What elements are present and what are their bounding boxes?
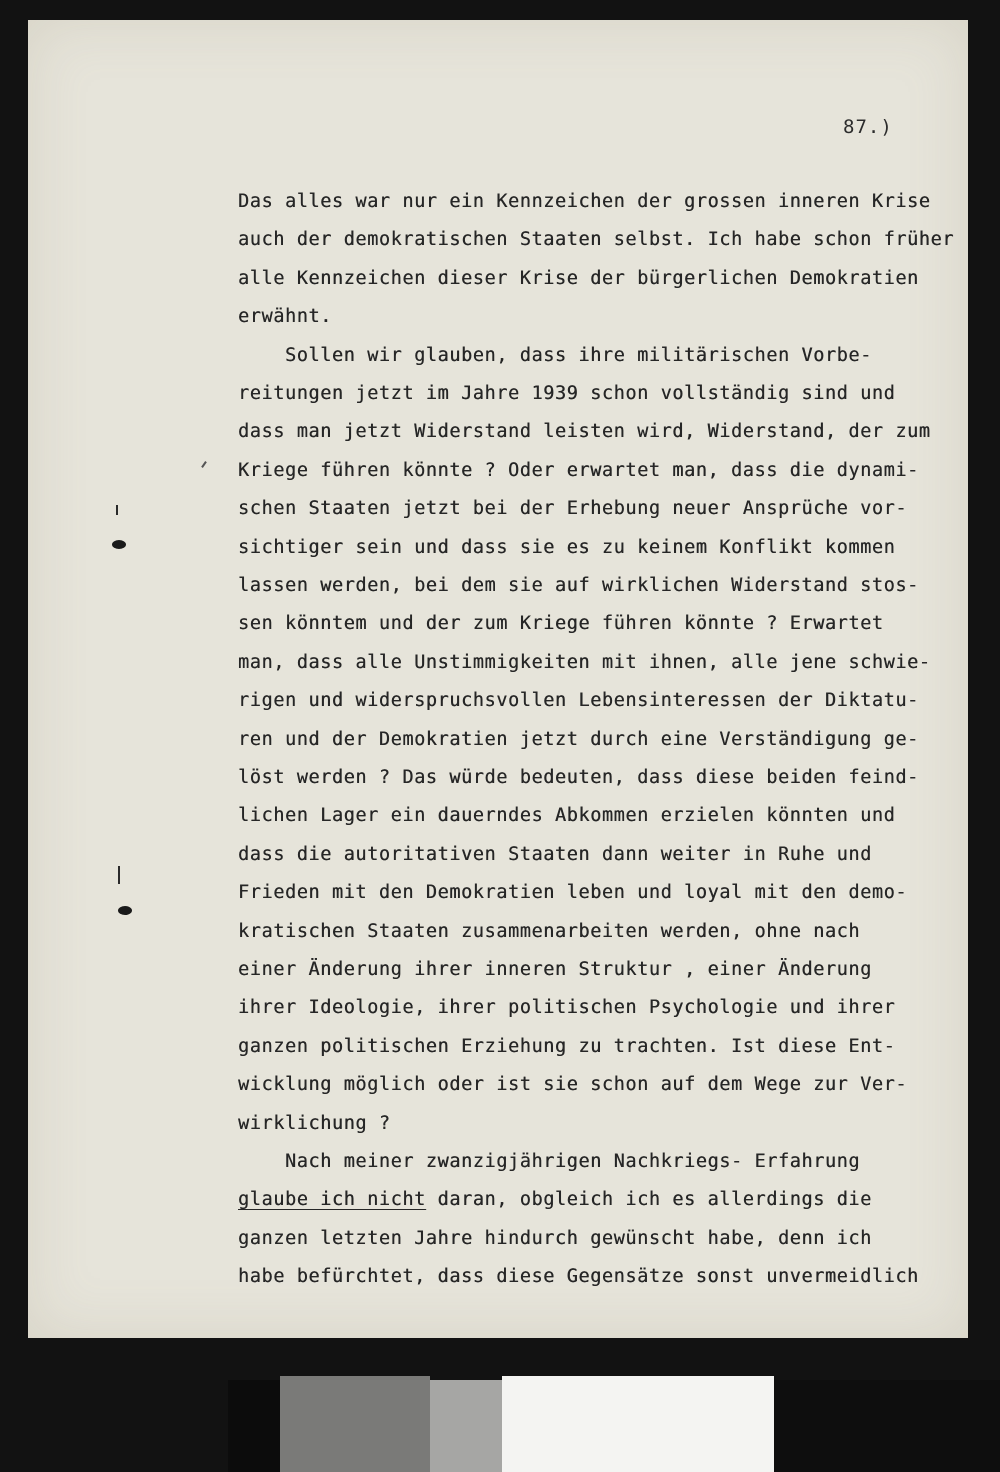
text-line: erwähnt. — [238, 306, 332, 328]
text-line: einer Änderung ihrer inneren Struktur , einer Änderung — [238, 959, 872, 980]
punch-hole-lower-tear — [118, 866, 120, 884]
text-line: man, dass alle Unstimmigkeiten mit ihnen, alle jene schwie- — [238, 651, 931, 673]
text-line: dass die autoritativen Staaten dann weiter in Ruhe und — [238, 843, 872, 865]
text-line: habe befürchtet, dass diese Gegensätze sonst unvermeidlich — [238, 1266, 919, 1288]
calibration-black — [228, 1380, 280, 1472]
text-line: löst werden ? Das würde bedeuten, dass diese beiden feind- — [238, 767, 919, 788]
text-line: alle Kennzeichen dieser Krise der bürgerlichen Demokratien — [238, 267, 919, 289]
text-line: Frieden mit den Demokratien leben und loyal mit den demo- — [238, 882, 908, 904]
text-line: kratischen Staaten zusammenarbeiten werden, ohne nach — [238, 920, 861, 942]
text-line: reitungen jetzt im Jahre 1939 schon vollständig sind und — [238, 383, 896, 404]
calibration-dark — [774, 1380, 1000, 1472]
punch-hole-lower — [118, 906, 132, 915]
text-line-rest: daran, obgleich ich es allerdings die — [425, 1189, 872, 1211]
text-line: auch der demokratischen Staaten selbst. Ich habe schon früher — [238, 229, 955, 251]
calibration-light-gray — [430, 1380, 502, 1472]
punch-hole-upper — [112, 540, 126, 549]
text-line — [238, 1189, 872, 1210]
text-line: sichtiger sein und dass sie es zu keinem Konflikt kommen — [238, 536, 896, 558]
page-number: 87.) — [843, 116, 893, 138]
text-line: rigen und widerspruchsvollen Lebensinteressen der Diktatu- — [238, 690, 919, 712]
text-line: sen könntem und der zum Kriege führen könnte ? Erwartet — [238, 613, 884, 635]
punch-hole-upper-tear — [116, 505, 118, 515]
calibration-gray — [280, 1376, 430, 1472]
text-line: lassen werden, bei dem sie auf wirklichen Widerstand stos- — [238, 575, 919, 596]
underlined-phrase: glaube ich nicht — [238, 1189, 426, 1211]
text-line: wirklichung ? — [238, 1112, 391, 1134]
text-line: dass man jetzt Widerstand leisten wird, Widerstand, der zum — [238, 421, 931, 443]
text-line: ganzen letzten Jahre hindurch gewünscht habe, denn ich — [238, 1227, 872, 1249]
calibration-white — [502, 1376, 774, 1472]
text-line: Sollen wir glauben, dass ihre militärischen Vorbe- — [238, 344, 872, 366]
text-line: Kriege führen könnte ? Oder erwartet man, dass die dynami- — [238, 459, 919, 481]
text-line: Das alles war nur ein Kennzeichen der grossen inneren Krise — [238, 191, 931, 212]
text-line: schen Staaten jetzt bei der Erhebung neuer Ansprüche vor- — [238, 498, 908, 520]
text-line: ren und der Demokratien jetzt durch eine Verständigung ge- — [238, 728, 919, 750]
text-line: lichen Lager ein dauerndes Abkommen erzielen könnten und — [238, 805, 896, 827]
text-line: ganzen politischen Erziehung zu trachten. Ist diese Ent- — [238, 1035, 896, 1057]
text-line: wicklung möglich oder ist sie schon auf dem Wege zur Ver- — [238, 1074, 908, 1096]
text-line: Nach meiner zwanzigjährigen Nachkriegs- Erfahrung — [238, 1151, 861, 1172]
text-line: ihrer Ideologie, ihrer politischen Psychologie und ihrer — [238, 997, 896, 1019]
document-page — [28, 20, 968, 1338]
